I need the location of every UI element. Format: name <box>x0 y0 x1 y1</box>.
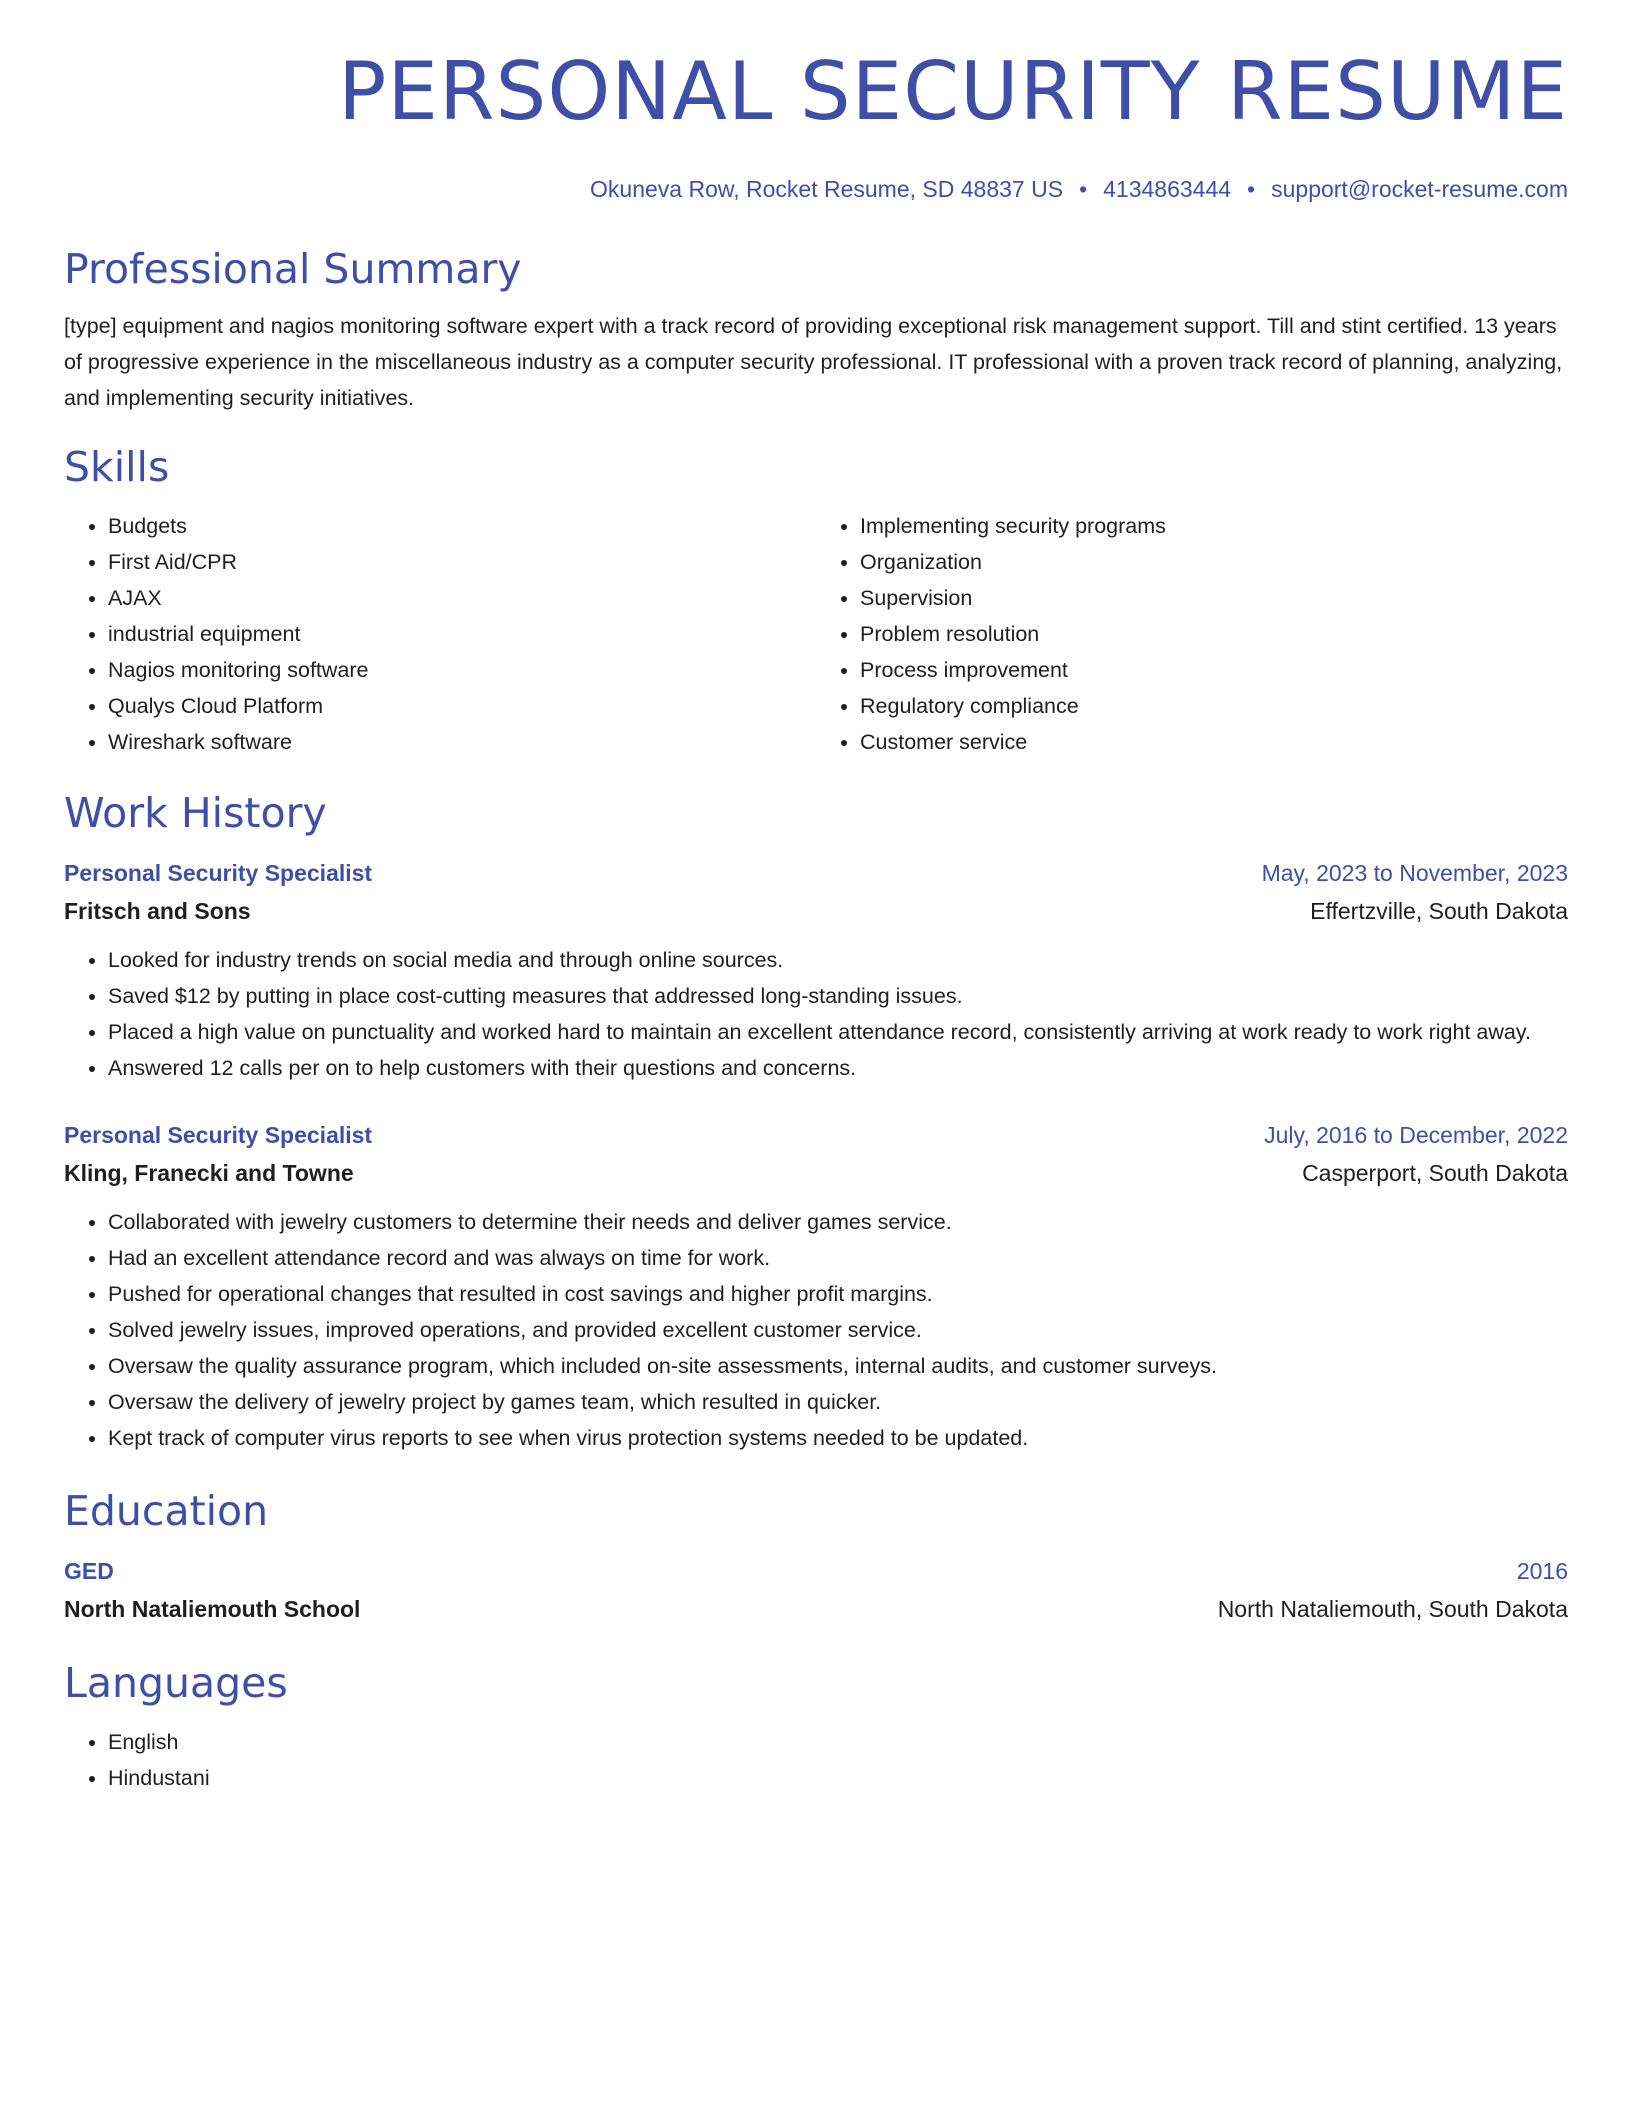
job-employer-row <box>64 892 1568 930</box>
education-year: 2016 <box>1516 1558 1568 1584</box>
skill-item: • Problem resolution <box>860 616 1568 652</box>
job-bullet: • Saved $12 by putting in place cost-cutting measures that addressed long-standing issues. <box>108 978 1568 1014</box>
skill-item: • Customer service <box>860 724 1568 760</box>
job-header <box>64 1116 1568 1154</box>
job-location: Effertzville, South Dakota <box>1310 898 1568 924</box>
skill-item: • Process improvement <box>860 652 1568 688</box>
education-header <box>64 1552 1568 1590</box>
job-employer: Fritsch and Sons <box>64 898 251 924</box>
language-item: • Hindustani <box>108 1760 1568 1796</box>
skill-item: • AJAX <box>108 580 816 616</box>
job-title: Personal Security Specialist <box>64 860 373 886</box>
languages-heading: Languages <box>64 1659 288 1707</box>
job-dates: July, 2016 to December, 2022 <box>1264 1122 1568 1148</box>
education-entry <box>64 1552 1568 1628</box>
language-item: • English <box>108 1724 1568 1760</box>
job-bullet: • Placed a high value on punctuality and worked hard to maintain an excellent attendance record, consistently arriving at work ready to work right away. <box>108 1014 1568 1050</box>
skill-item: • industrial equipment <box>108 616 816 652</box>
job-bullet: • Looked for industry trends on social media and through online sources. <box>108 942 1568 978</box>
job-bullet: • Kept track of computer virus reports to see when virus protection systems needed to be updated. <box>108 1420 1568 1456</box>
summary-heading: Professional Summary <box>64 245 522 293</box>
contact-line <box>64 174 1568 204</box>
summary-text: [type] equipment and nagios monitoring software expert with a track record of providing exceptional risk management support. Till and stint certified. 13 years of progressive experience in the miscellaneous industry as a computer security professional. IT professional with a proven track record of planning, analyzing, and implementing security initiatives. <box>64 314 1563 410</box>
job-entry <box>64 1116 1568 1456</box>
job-dates: May, 2023 to November, 2023 <box>1261 860 1568 886</box>
skill-item: • Implementing security programs <box>860 508 1568 544</box>
contact-phone: 4134863444 <box>1103 176 1232 202</box>
job-bullet: • Oversaw the quality assurance program, which included on-site assessments, internal audits, and customer surveys. <box>108 1348 1568 1384</box>
job-employer-row <box>64 1154 1568 1192</box>
job-bullet: • Had an excellent attendance record and was always on time for work. <box>108 1240 1568 1276</box>
job-header <box>64 854 1568 892</box>
skills-heading: Skills <box>64 443 170 491</box>
resume-title: PERSONAL SECURITY RESUME <box>338 45 1568 138</box>
education-heading: Education <box>64 1487 269 1535</box>
skills-column-right <box>816 508 1568 760</box>
contact-separator: • <box>1247 176 1256 202</box>
skill-item: • Organization <box>860 544 1568 580</box>
job-bullets <box>64 1204 1568 1456</box>
job-title: Personal Security Specialist <box>64 1122 373 1148</box>
education-location: North Nataliemouth, South Dakota <box>1217 1596 1568 1622</box>
skill-item: • Budgets <box>108 508 816 544</box>
skill-item: • First Aid/CPR <box>108 544 816 580</box>
job-bullet: • Pushed for operational changes that resulted in cost savings and higher profit margins. <box>108 1276 1568 1312</box>
job-bullets <box>64 942 1568 1086</box>
contact-email: support@rocket-resume.com <box>1271 176 1568 202</box>
contact-address: Okuneva Row, Rocket Resume, SD 48837 US <box>590 176 1064 202</box>
skills-column-left <box>64 508 816 760</box>
skills-list <box>64 508 1568 760</box>
job-location: Casperport, South Dakota <box>1302 1160 1568 1186</box>
skill-item: • Wireshark software <box>108 724 816 760</box>
job-entry <box>64 854 1568 1086</box>
resume-page <box>64 44 1568 1796</box>
work-history-heading: Work History <box>64 789 327 837</box>
job-bullet: • Answered 12 calls per on to help customers with their questions and concerns. <box>108 1050 1568 1086</box>
skill-item: • Qualys Cloud Platform <box>108 688 816 724</box>
languages-list <box>64 1724 1568 1796</box>
skill-item: • Supervision <box>860 580 1568 616</box>
education-degree: GED <box>64 1558 114 1584</box>
education-school-row <box>64 1590 1568 1628</box>
job-bullet: • Oversaw the delivery of jewelry project by games team, which resulted in quicker. <box>108 1384 1568 1420</box>
job-bullet: • Solved jewelry issues, improved operations, and provided excellent customer service. <box>108 1312 1568 1348</box>
education-school: North Nataliemouth School <box>64 1596 361 1622</box>
contact-separator: • <box>1079 176 1088 202</box>
skill-item: • Nagios monitoring software <box>108 652 816 688</box>
skill-item: • Regulatory compliance <box>860 688 1568 724</box>
job-bullet: • Collaborated with jewelry customers to determine their needs and deliver games service. <box>108 1204 1568 1240</box>
job-employer: Kling, Franecki and Towne <box>64 1160 354 1186</box>
